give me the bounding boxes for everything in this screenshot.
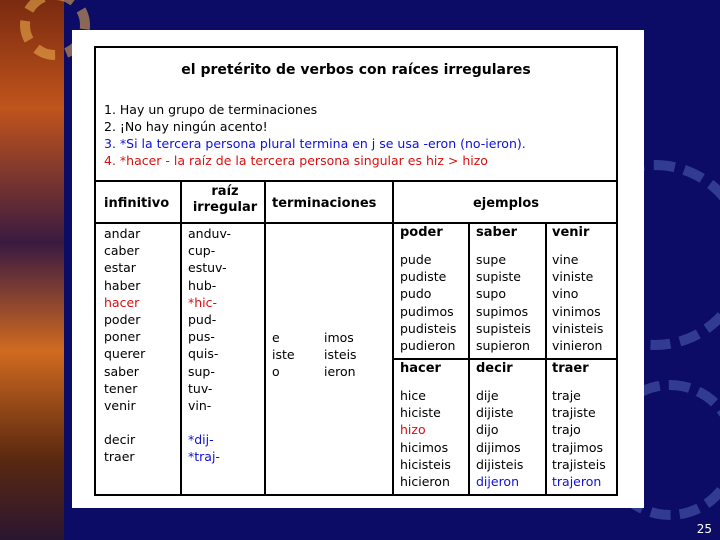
list-item: poder [104, 311, 141, 327]
list-item: supe [476, 252, 507, 267]
list-item: quis- [188, 346, 219, 362]
header-ejemplos: ejemplos [472, 196, 540, 211]
raiz-list [188, 225, 231, 466]
list-item: vinisteis [552, 320, 604, 336]
rules-list [104, 101, 526, 169]
table-top-border [96, 180, 616, 182]
column-divider [180, 180, 182, 494]
header-venir: venir [552, 225, 590, 240]
list-item: dijo [476, 422, 499, 438]
list-item: hicisteis [400, 456, 451, 472]
list-item: caber [104, 243, 140, 259]
list-item: traje [552, 388, 581, 403]
list-item: querer [104, 346, 146, 362]
list-item: anduv- [188, 226, 232, 241]
list-item: traer [104, 449, 135, 465]
list-item: vino [552, 286, 579, 302]
column-divider [264, 180, 266, 494]
list-item [188, 414, 231, 431]
rule-item: 2. ¡No hay ningún acento! [104, 119, 268, 134]
list-item: trajo [552, 422, 581, 438]
list-item: decir [104, 432, 136, 448]
list-item: vinieron [552, 337, 603, 353]
venir-conjugation [552, 251, 603, 354]
list-item: vin- [188, 397, 212, 413]
list-item: cup- [188, 243, 216, 259]
list-item: tener [104, 380, 138, 396]
list-item: vinimos [552, 303, 601, 319]
list-item: pud- [188, 311, 217, 327]
list-item: *dij- [188, 432, 214, 448]
list-item: pus- [188, 329, 215, 345]
rule-item: 4. *hacer - la raíz de la tercera persona singular es hiz > hizo [104, 153, 488, 168]
list-item: tuv- [188, 380, 213, 396]
list-item: *traj- [188, 449, 220, 465]
page-number: 25 [696, 522, 712, 536]
column-divider [392, 180, 394, 494]
decorative-left-strip [0, 0, 64, 540]
header-raiz-line1: raíz [211, 184, 239, 199]
header-hacer: hacer [400, 361, 441, 376]
list-item: supo [476, 286, 507, 302]
list-item: trajiste [552, 405, 596, 421]
list-item: imos [324, 330, 354, 345]
list-item: estuv- [188, 260, 227, 276]
list-item: o [272, 364, 280, 380]
list-item: dijeron [476, 473, 520, 489]
list-item: dijisteis [476, 456, 524, 472]
list-item: supisteis [476, 320, 531, 336]
list-item: saber [104, 363, 139, 379]
ejemplos-mid-divider [392, 358, 616, 360]
list-item: poner [104, 329, 141, 345]
list-item: sup- [188, 363, 215, 379]
rule-item: 3. *Si la tercera persona plural termina en j se usa -eron (no-ieron). [104, 136, 526, 151]
hacer-conjugation [400, 387, 451, 490]
header-saber: saber [476, 225, 518, 240]
list-item: iste [272, 347, 295, 363]
list-item: hacer [104, 294, 140, 310]
list-item: pude [400, 252, 432, 267]
header-traer: traer [552, 361, 589, 376]
list-item: hice [400, 388, 426, 403]
list-item: hicimos [400, 439, 449, 455]
saber-conjugation [476, 251, 531, 354]
list-item: hub- [188, 277, 217, 293]
list-item: estar [104, 260, 136, 276]
list-item: e [272, 330, 280, 345]
list-item: hiciste [400, 405, 441, 421]
infinitivo-list [104, 225, 145, 466]
rule-item: 1. Hay un grupo de terminaciones [104, 102, 318, 117]
list-item: trajeron [552, 473, 602, 489]
list-item: trajisteis [552, 456, 606, 472]
list-item: hizo [400, 422, 426, 438]
list-item: dije [476, 388, 499, 403]
header-poder: poder [400, 225, 443, 240]
list-item: ieron [324, 364, 356, 380]
ejemplos-divider [392, 222, 616, 224]
header-raiz-line2: irregular [192, 200, 258, 215]
decir-conjugation [476, 387, 523, 490]
terminaciones-singular [272, 329, 295, 381]
list-item: vine [552, 252, 579, 267]
list-item: supimos [476, 303, 529, 319]
header-terminaciones: terminaciones [272, 196, 377, 211]
header-raiz [188, 184, 262, 216]
list-item: haber [104, 277, 141, 293]
traer-conjugation [552, 387, 606, 490]
list-item [104, 414, 145, 431]
list-item: hicieron [400, 473, 450, 489]
list-item: pudisteis [400, 320, 457, 336]
list-item: andar [104, 226, 141, 241]
list-item: pudimos [400, 303, 454, 319]
list-item: trajimos [552, 439, 603, 455]
list-item: supieron [476, 337, 530, 353]
header-decir: decir [476, 361, 513, 376]
list-item: pudo [400, 286, 432, 302]
list-item: isteis [324, 347, 357, 363]
verb-table-panel [94, 46, 618, 496]
header-infinitivo: infinitivo [104, 196, 170, 211]
poder-conjugation [400, 251, 456, 354]
header-divider [96, 222, 392, 224]
page-title: el pretérito de verbos con raíces irregulares [181, 62, 531, 78]
list-item: *hic- [188, 294, 218, 310]
list-item: venir [104, 397, 136, 413]
list-item: pudieron [400, 337, 456, 353]
list-item: supiste [476, 269, 521, 285]
list-item: viniste [552, 269, 594, 285]
list-item: dijimos [476, 439, 521, 455]
list-item: pudiste [400, 269, 447, 285]
list-item: dijiste [476, 405, 514, 421]
terminaciones-plural [324, 329, 357, 381]
